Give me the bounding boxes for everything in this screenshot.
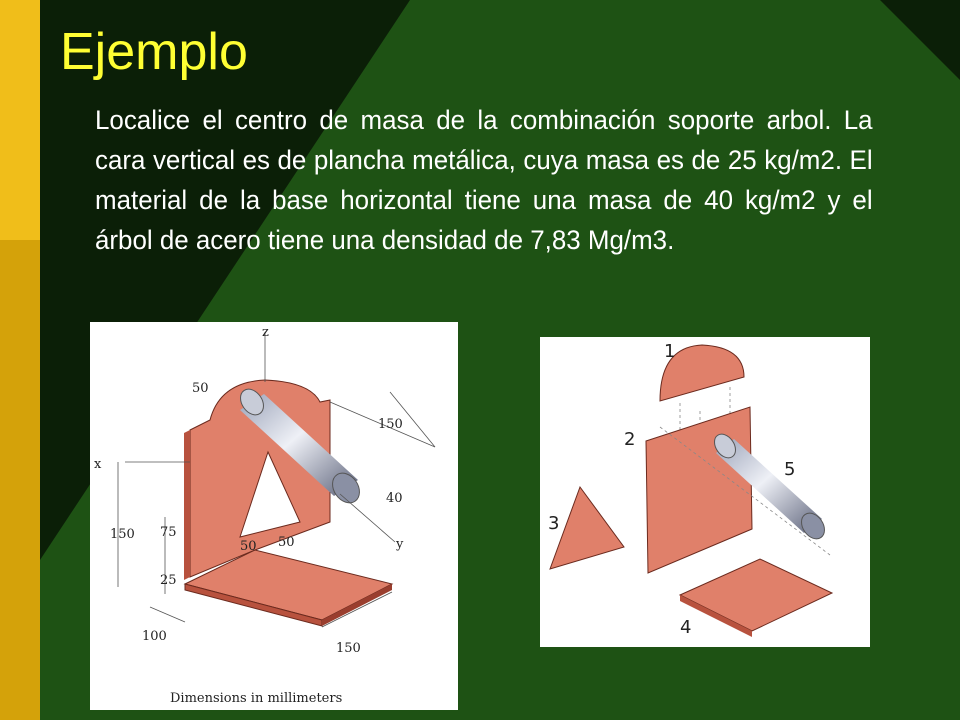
figure-caption: Dimensions in millimeters	[170, 691, 343, 706]
parts-exploded-figure	[540, 337, 870, 647]
part-3-triangle	[550, 487, 624, 569]
part-2-label: 2	[624, 429, 636, 450]
dim-150-right: 150	[378, 417, 403, 432]
slide-title: Ejemplo	[60, 23, 248, 81]
dim-50-top: 50	[192, 381, 209, 396]
problem-statement: Localice el centro de masa de la combinación soporte arbol. La cara vertical es de plancha metálica, cuya masa es de 25 kg/m2. El material de la base horizontal tiene una masa de 40 kg/m2 y el árbol de acero tiene una densidad de 7,83 Mg/m3.	[95, 105, 873, 255]
sidebar-upper	[0, 0, 40, 240]
dim-50-a: 50	[240, 539, 257, 554]
part-5-label: 5	[784, 459, 796, 480]
dim-50-b: 50	[278, 535, 295, 550]
bracket-figure	[90, 322, 458, 710]
part-4-base	[680, 559, 832, 631]
dim-25: 25	[160, 573, 177, 588]
dim-150-bottom: 150	[336, 641, 361, 656]
part-3-label: 3	[548, 513, 560, 534]
part-1-label: 1	[664, 341, 676, 362]
dim-100: 100	[142, 629, 167, 644]
dim-150-left: 150	[110, 527, 135, 542]
part-4-label: 4	[680, 617, 692, 638]
part-2-plate	[646, 407, 752, 573]
sidebar-lower	[0, 240, 40, 720]
axis-y-label: y	[396, 537, 404, 552]
dim-75: 75	[160, 525, 177, 540]
axis-z-label: z	[262, 325, 269, 340]
axis-x-label: x	[94, 457, 102, 472]
dim-40: 40	[386, 491, 403, 506]
vertical-plate-edge	[184, 430, 190, 580]
